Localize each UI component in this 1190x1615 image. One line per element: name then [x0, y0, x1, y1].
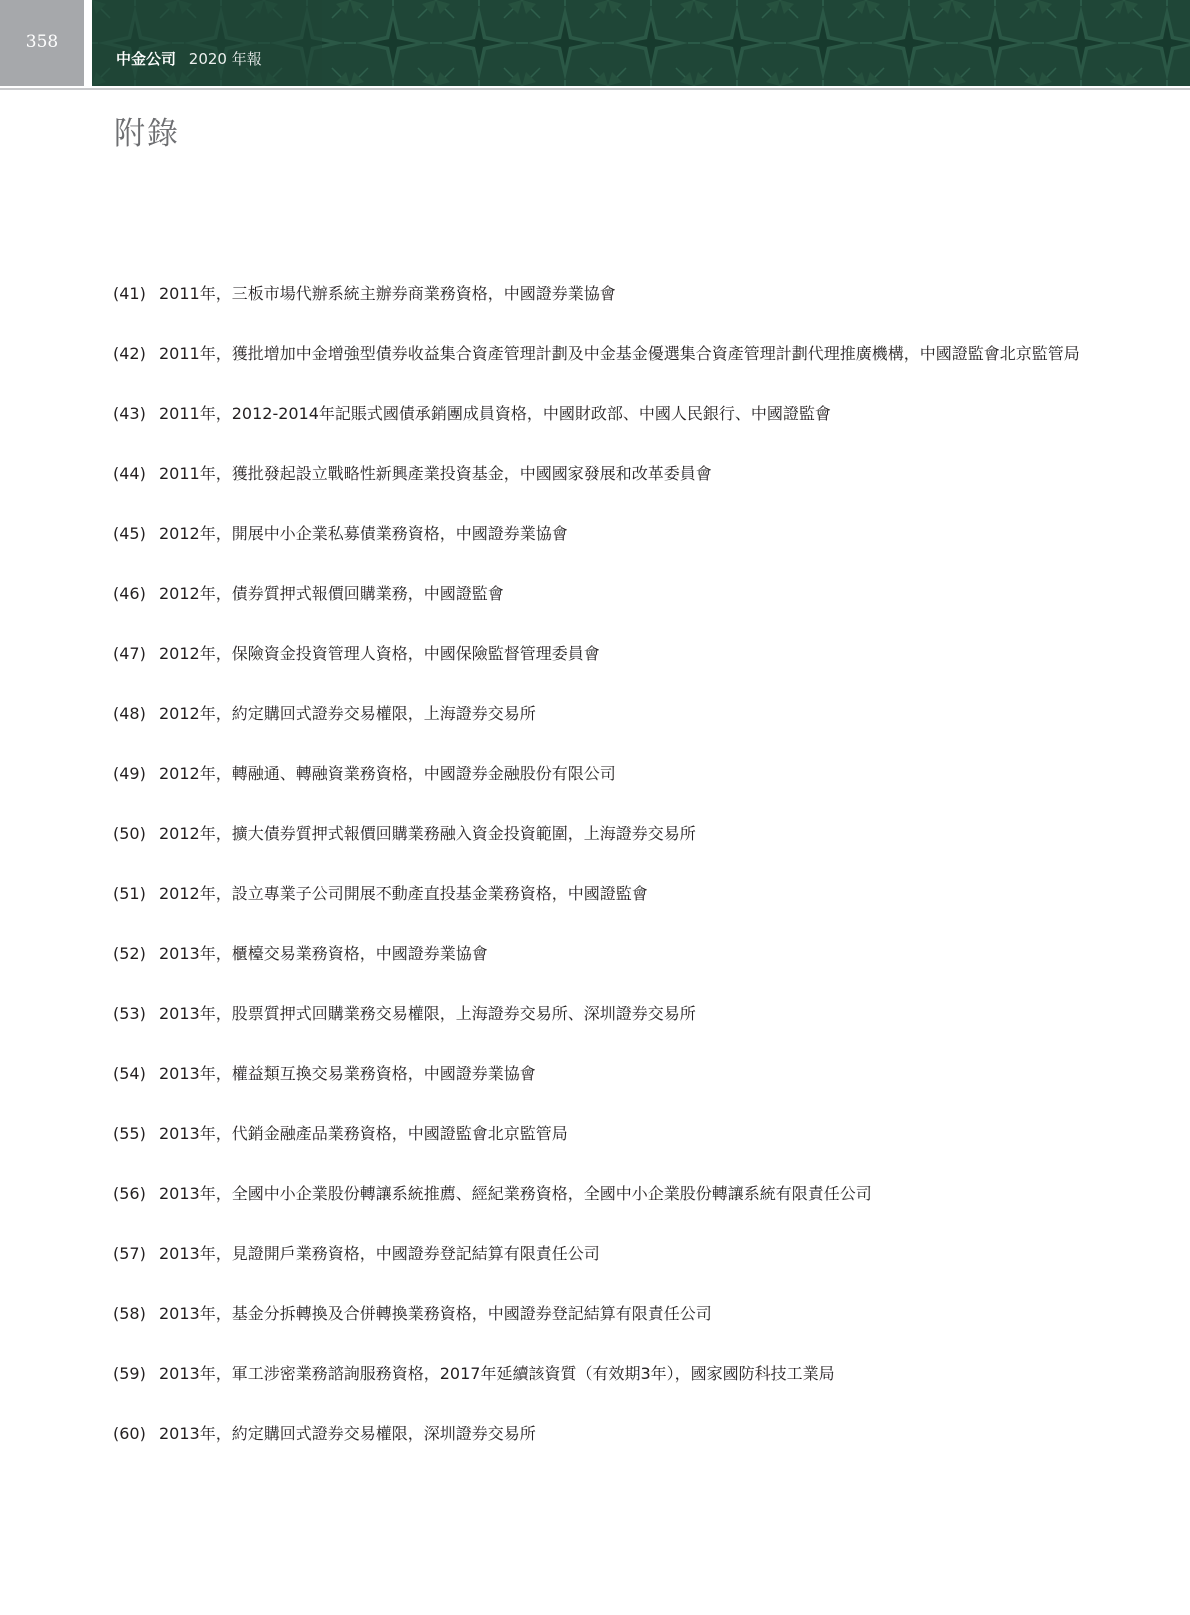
list-item — [113, 338, 1113, 370]
list-item — [113, 998, 1113, 1030]
item-text: 2012年，轉融通、轉融資業務資格，中國證券金融股份有限公司 — [159, 764, 616, 783]
company-name: 中金公司 — [116, 50, 177, 68]
header-banner — [92, 0, 1190, 86]
list-item — [113, 638, 1113, 670]
list-item — [113, 1238, 1113, 1270]
item-text: 2011年，獲批發起設立戰略性新興產業投資基金，中國國家發展和改革委員會 — [159, 464, 712, 483]
item-text: 2012年，保險資金投資管理人資格，中國保險監督管理委員會 — [159, 644, 600, 663]
item-number: (47) — [113, 644, 146, 663]
item-text: 2011年，2012-2014年記賬式國債承銷團成員資格，中國財政部、中國人民銀行、中國證監會 — [159, 404, 831, 423]
banner-pattern-icon — [92, 0, 1190, 86]
item-number: (49) — [113, 764, 146, 783]
header-divider — [0, 88, 1190, 90]
item-number: (60) — [113, 1424, 146, 1443]
item-number: (55) — [113, 1124, 146, 1143]
item-text: 2013年，櫃檯交易業務資格，中國證券業協會 — [159, 944, 488, 963]
list-item — [113, 1118, 1113, 1150]
list-item — [113, 398, 1113, 430]
list-item — [113, 938, 1113, 970]
page-number: 358 — [25, 32, 59, 52]
item-number: (45) — [113, 524, 146, 543]
list-item — [113, 818, 1113, 850]
item-number: (42) — [113, 344, 146, 363]
page-header — [0, 0, 1190, 86]
item-number: (58) — [113, 1304, 146, 1323]
list-item — [113, 278, 1113, 310]
list-item — [113, 1418, 1113, 1450]
item-number: (44) — [113, 464, 146, 483]
qualification-list — [113, 278, 1113, 1478]
report-name: 2020 年報 — [188, 50, 262, 68]
list-item — [113, 878, 1113, 910]
item-number: (53) — [113, 1004, 146, 1023]
item-number: (57) — [113, 1244, 146, 1263]
item-text: 2012年，開展中小企業私募債業務資格，中國證券業協會 — [159, 524, 568, 543]
item-number: (46) — [113, 584, 146, 603]
item-text: 2013年，全國中小企業股份轉讓系統推薦、經紀業務資格，全國中小企業股份轉讓系統有限責任公司 — [159, 1184, 872, 1203]
item-number: (41) — [113, 284, 146, 303]
item-number: (56) — [113, 1184, 146, 1203]
item-text: 2012年，債券質押式報價回購業務，中國證監會 — [159, 584, 504, 603]
item-text: 2013年，權益類互換交易業務資格，中國證券業協會 — [159, 1064, 536, 1083]
item-text: 2013年，軍工涉密業務諮詢服務資格，2017年延續該資質（有效期3年），國家國防科技工業局 — [159, 1364, 835, 1383]
list-item — [113, 698, 1113, 730]
item-number: (43) — [113, 404, 146, 423]
item-text: 2013年，股票質押式回購業務交易權限，上海證券交易所、深圳證券交易所 — [159, 1004, 696, 1023]
list-item — [113, 1358, 1113, 1390]
item-text: 2012年，約定購回式證券交易權限，上海證券交易所 — [159, 704, 536, 723]
item-text: 2013年，基金分拆轉換及合併轉換業務資格，中國證券登記結算有限責任公司 — [159, 1304, 712, 1323]
item-number: (52) — [113, 944, 146, 963]
item-text: 2012年，擴大債券質押式報價回購業務融入資金投資範圍，上海證券交易所 — [159, 824, 696, 843]
item-number: (51) — [113, 884, 146, 903]
list-item — [113, 1298, 1113, 1330]
list-item — [113, 1178, 1113, 1210]
item-number: (50) — [113, 824, 146, 843]
item-text: 2011年，三板市場代辦系統主辦券商業務資格，中國證券業協會 — [159, 284, 616, 303]
report-title — [116, 48, 262, 69]
item-text: 2011年，獲批增加中金增強型債券收益集合資產管理計劃及中金基金優選集合資產管理計劃代理推廣機構，中國證監會北京監管局 — [159, 344, 1080, 363]
item-number: (54) — [113, 1064, 146, 1083]
section-title: 附錄 — [114, 116, 180, 152]
item-text: 2013年，見證開戶業務資格，中國證券登記結算有限責任公司 — [159, 1244, 600, 1263]
item-number: (59) — [113, 1364, 146, 1383]
list-item — [113, 1058, 1113, 1090]
item-text: 2012年，設立專業子公司開展不動產直投基金業務資格，中國證監會 — [159, 884, 648, 903]
page-number-box — [0, 0, 84, 86]
item-text: 2013年，代銷金融產品業務資格，中國證監會北京監管局 — [159, 1124, 568, 1143]
list-item — [113, 758, 1113, 790]
list-item — [113, 578, 1113, 610]
list-item — [113, 458, 1113, 490]
item-text: 2013年，約定購回式證券交易權限，深圳證券交易所 — [159, 1424, 536, 1443]
item-number: (48) — [113, 704, 146, 723]
list-item — [113, 518, 1113, 550]
